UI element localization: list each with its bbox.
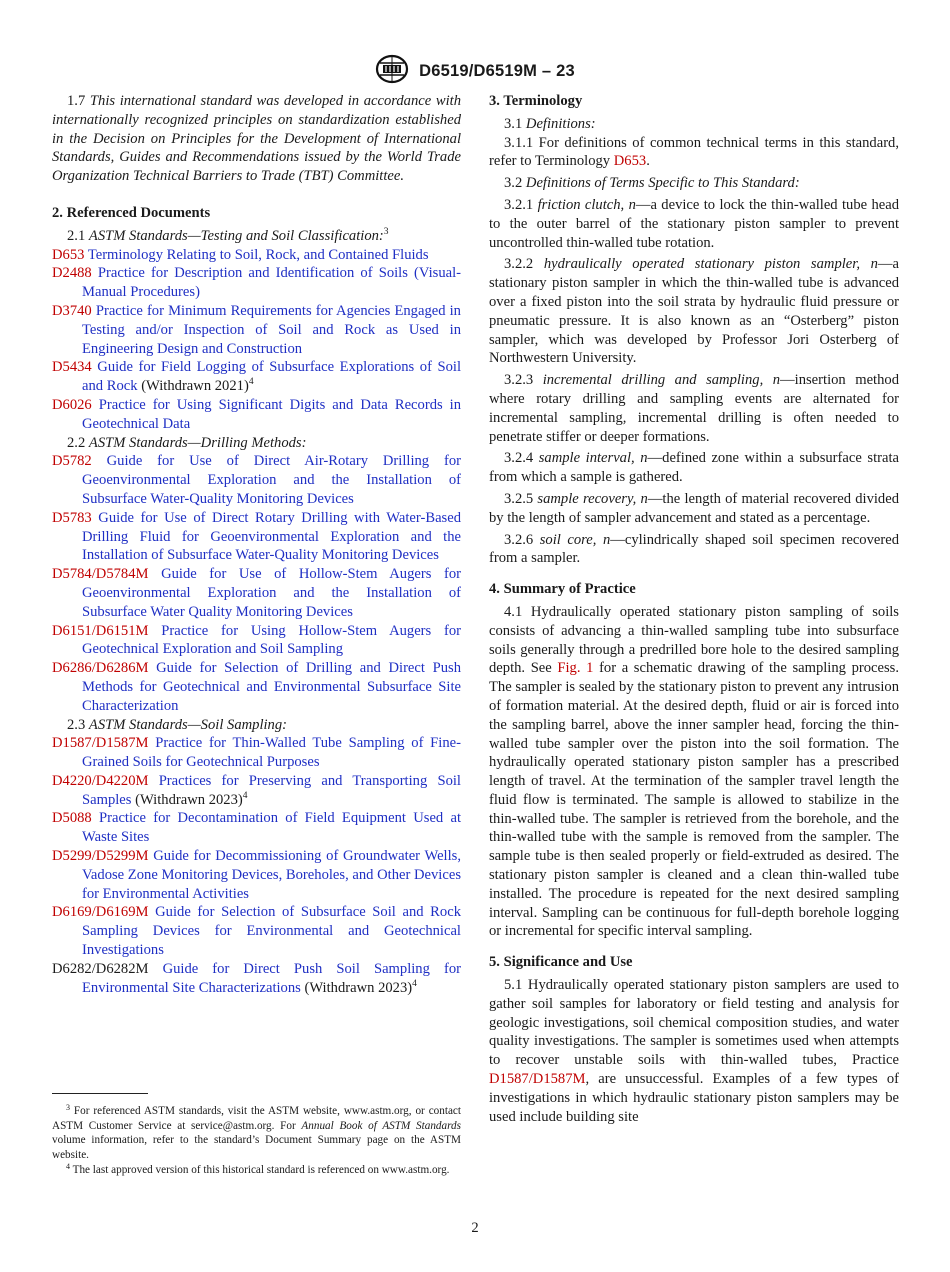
footnote-3: $^3$ For referenced ASTM standards, visit the ASTM website, www.astm.org, or contact ASTM Customer Service at service@astm.org. For Annual Book of ASTM Standards volume information, refer to the standard’s Document Summary page on the ASTM website. <box>52 1103 461 1162</box>
reference-item <box>52 264 461 302</box>
figure-link[interactable]: Fig. 1 <box>557 660 594 677</box>
definition-number: 3.2.5 <box>504 490 534 507</box>
reference-note: (Withdrawn 2021) <box>141 378 249 395</box>
reference-item <box>52 659 461 715</box>
definition-term: sample recovery, n <box>537 490 648 507</box>
left-column <box>52 92 461 997</box>
reference-title-link[interactable]: Practice for Minimum Requirements for Agencies Engaged in Testing and/or Inspection of Soil and Rock as Used in Engineering Design and Construction <box>82 302 461 357</box>
reference-code-link[interactable]: D6151/D6151M <box>52 622 149 639</box>
definition-term: sample interval, n <box>538 450 648 467</box>
reference-item <box>52 246 461 265</box>
reference-link[interactable]: Guide for Direct Push Soil Sampling for Environmental Site Characterizations <box>82 960 461 996</box>
reference-title-link[interactable]: Guide for Use of Direct Air-Rotary Drilling for Geoenvironmental Exploration and the Installation of Subsurface Water-Quality Monitoring Devices <box>82 453 461 507</box>
reference-code-link[interactable]: D6286/D6286M <box>52 660 149 677</box>
footnote-ref: 4 <box>248 377 254 388</box>
subsection-2-2: 2.2 ASTM Standards—Drilling Methods: <box>67 434 307 451</box>
definition-list <box>489 196 899 568</box>
reference-code-link[interactable]: D5434 <box>52 359 92 376</box>
footnote-ref: 4 <box>242 790 248 801</box>
reference-code-link[interactable]: D6169/D6169M <box>52 904 149 921</box>
definition-term: friction clutch, n <box>537 196 636 213</box>
reference-title-link[interactable]: Practice for Using Significant Digits and Data Records in Geotechnical Data <box>82 396 462 432</box>
reference-title-link[interactable]: Practice for Decontamination of Field Equipment Used at Waste Sites <box>82 810 461 846</box>
definition-item <box>489 490 899 528</box>
reference-title-link[interactable]: Guide for Selection of Drilling and Direct Push Methods for Geotechnical and Environmental Subsurface Site Characterization <box>82 660 461 714</box>
reference-code-link[interactable]: D5782 <box>52 453 92 470</box>
reference-title-link[interactable]: Guide for Field Logging of Subsurface Explorations of Soil and Rock <box>82 359 461 395</box>
definition-number: 3.2.4 <box>504 450 534 467</box>
definition-term: hydraulically operated stationary piston sampler, n <box>543 256 878 273</box>
definition-text: —insertion method where rotary drilling and sampling events are alternated for incremental sampling, incremental drilling is often needed to penetrate stiffer or deeper formations. <box>489 372 899 445</box>
definition-text: —the length of material recovered divided by the length of sampler advancement and stated as a percentage. <box>489 490 899 526</box>
paragraph-5-1: 5.1 Hydraulically operated stationary piston samplers are used to gather soil samples for laboratory or field testing and analysis for geologic investigations, soil chemical composition studies, and water quality investigations. The sampler is sometimes used when attempts to recover unstable soils with thin-walled tubes, Practice D1587/D1587M, are unsuccessful. Examples of a few types of investigations in which hydraulic stationary piston samplers may be used include building site <box>489 977 899 1125</box>
paragraph-4-1: 4.1 Hydraulically operated stationary piston sampling of soils consists of advancing a thin-walled sampling tube into subsurface soils generally through a predrilled bore hole to the desired sampling depth. See Fig. 1 for a schematic drawing of the sampling process. The sampler is sealed by the stationary piston to prevent any intrusion of formation material. At the desired depth, fluid or air is forced into the sampling barrel, above the inner sampler head, forcing the thin-walled tube sampler over the piston into the soil formation. The hydraulically operated stationary piston sampler has a prescribed length of travel. At the termination of the sampler travel length the fluid flow is terminated. The sample is allowed to stabilize in the thin-walled tube. The sampler is retrieved from the borehole, and the thin-walled tube with the sample is removed from the sampler. The sample tube is then sealed properly or field-extruded as desired. The stationary piston sampler is cleaned and a clean thin-walled tube installed. The procedure is repeated for the next desired sampling interval. Sampling can be continuous for full-depth borehole logging or incremental for specific interval sampling. <box>489 603 899 940</box>
reference-code-link[interactable]: D5299/D5299M <box>52 848 149 865</box>
reference-code-link[interactable]: D4220/D4220M <box>52 772 149 789</box>
definition-item <box>489 196 899 252</box>
definition-item <box>489 371 899 446</box>
definition-text: —defined zone within a subsurface strata from which a sample is gathered. <box>489 450 899 486</box>
section-3-title: 3. Terminology <box>489 93 583 109</box>
reference-code-link[interactable]: D1587/D1587M <box>52 735 149 752</box>
reference-item <box>52 302 461 358</box>
reference-item <box>52 396 461 434</box>
definition-number: 3.2.1 <box>504 196 534 213</box>
astm-logo-icon <box>375 54 409 89</box>
definition-term: incremental drilling and sampling, n <box>542 372 781 389</box>
reference-item <box>52 565 461 621</box>
definition-term: soil core, n <box>539 531 611 548</box>
reference-item <box>52 358 461 396</box>
page-header <box>0 54 950 86</box>
paragraph-1-7: 1.7 This international standard was developed in accordance with internationally recognized principles on standardization established in the Decision on Principles for the Development of International Standards, Guides and Recommendations issued by the World Trade Organization Technical Barriers to Trade (TBT) Committee. <box>52 93 462 185</box>
reference-code-link[interactable]: D2488 <box>52 265 92 282</box>
definition-text: —a device to lock the thin-walled tube head to the outer barrel of the stationary piston sampler to prevent uncontrolled thin-walled tube rotation. <box>489 196 900 251</box>
document-id: D6519/D6519M – 23 <box>419 62 575 80</box>
reference-title-link[interactable]: Practice for Using Hollow-Stem Augers for Geotechnical Exploration and Soil Sampling <box>82 622 461 658</box>
definition-item <box>489 449 899 487</box>
reference-item <box>52 809 461 847</box>
definition-number: 3.2.3 <box>504 372 534 389</box>
reference-title-link[interactable]: Practices for Preserving and Transporting Soil Samples <box>82 772 461 808</box>
definition-number: 3.2.2 <box>504 256 534 273</box>
reference-item <box>52 734 461 772</box>
terminology-link[interactable]: D653 <box>613 153 647 170</box>
footnotes <box>52 1104 461 1178</box>
reference-item <box>52 847 461 903</box>
definition-item <box>489 531 899 569</box>
reference-code-link[interactable]: D3740 <box>52 302 92 319</box>
reference-item <box>52 903 461 959</box>
subsection-2-3: 2.3 ASTM Standards—Soil Sampling: <box>67 716 288 733</box>
practice-link[interactable]: D1587/D1587M <box>489 1071 586 1088</box>
definition-item <box>489 255 899 368</box>
reference-list-2-2 <box>52 452 461 715</box>
reference-code-link[interactable]: D653 <box>52 246 85 263</box>
reference-item <box>52 509 461 565</box>
reference-title-link[interactable]: Practice for Description and Identification of Soils (Visual-Manual Procedures) <box>82 265 462 301</box>
reference-title-link[interactable]: Guide for Selection of Subsurface Soil and Rock Sampling Devices for Environmental and Geotechnical Investigations <box>82 904 461 959</box>
reference-list-2-1 <box>52 246 461 434</box>
footnote-divider <box>52 1093 148 1094</box>
page-number: 2 <box>471 1220 479 1236</box>
section-5-title: 5. Significance and Use <box>489 954 633 971</box>
reference-item: D6282/D6282M Guide for Direct Push Soil Sampling for Environmental Site Characterizations (Withdrawn 2023)$^4$ <box>52 960 461 996</box>
reference-title-link[interactable]: Guide for Use of Direct Rotary Drilling with Water-Based Drilling Fluid for Geoenvironmental Exploration and the Installation of Subsurface Water-Quality Monitoring Devices <box>82 509 461 564</box>
subsection-3-2: 3.2 Definitions of Terms Specific to This Standard: <box>504 175 800 192</box>
subsection-2-1: 2.1 ASTM Standards—Testing and Soil Classification:$^3$ <box>67 226 389 244</box>
section-4-title: 4. Summary of Practice <box>489 581 636 598</box>
reference-item <box>52 452 461 508</box>
reference-title-link[interactable]: Guide for Use of Hollow-Stem Augers for Geoenvironmental Exploration and the Installation of Subsurface Water Quality Monitoring Devices <box>82 566 461 620</box>
definition-text: —cylindrically shaped soil specimen recovered from a sampler. <box>489 531 900 567</box>
definition-number: 3.2.6 <box>504 531 534 548</box>
reference-item <box>52 622 461 660</box>
subsection-3-1: 3.1 Definitions: <box>504 115 596 132</box>
reference-code-link[interactable]: D6026 <box>52 396 92 413</box>
reference-code-link[interactable]: D5783 <box>52 509 92 526</box>
footnote-4: $^4$ The last approved version of this historical standard is referenced on www.astm.org. <box>66 1161 450 1176</box>
section-2-title: 2. Referenced Documents <box>52 204 211 221</box>
reference-title-link[interactable]: Practice for Thin-Walled Tube Sampling of Fine-Grained Soils for Geotechnical Purposes <box>82 735 461 771</box>
reference-list-2-3 <box>52 734 461 960</box>
definition-text: —a stationary piston sampler in which the thin-walled tube is advanced over a fixed piston into the soil strata by hydraulic fluid pressure or pneumatic pressure. It is also known as an “Osterberg” piston sampler, which was developed by Professor Jori Osterberg of Northwestern University. <box>489 256 899 367</box>
reference-title-link[interactable]: Terminology Relating to Soil, Rock, and Contained Fluids <box>87 246 429 263</box>
reference-code-link[interactable]: D5784/D5784M <box>52 566 149 583</box>
reference-note: (Withdrawn 2023) <box>135 791 243 808</box>
reference-item <box>52 772 461 810</box>
right-column <box>489 92 899 1126</box>
reference-title-link[interactable]: Guide for Decommissioning of Groundwater Wells, Vadose Zone Monitoring Devices, Boreholes, and Other Devices for Environmental Activities <box>82 848 461 902</box>
reference-code-link[interactable]: D5088 <box>52 810 92 827</box>
definition-3-1-1: 3.1.1 For definitions of common technical terms in this standard, refer to Terminology D653. <box>489 134 899 170</box>
